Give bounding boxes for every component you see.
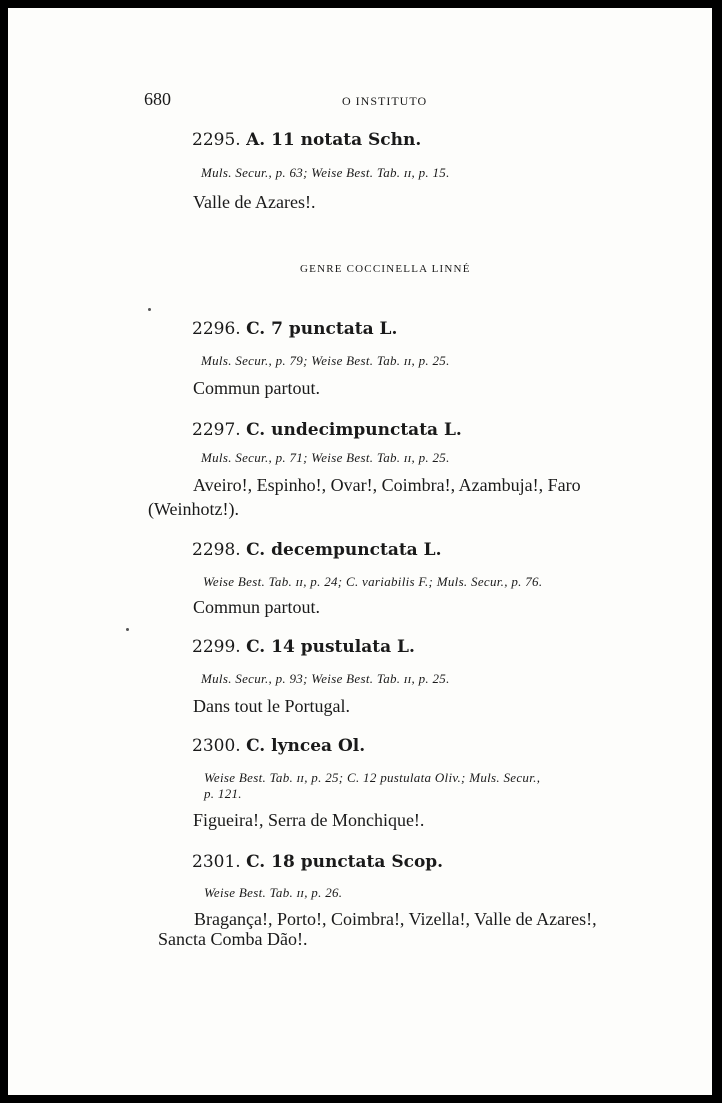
entry-title bbox=[192, 420, 462, 440]
book-page bbox=[8, 8, 712, 1095]
entry-species-name: C. 18 punctata Scop. bbox=[246, 852, 444, 872]
entry-title bbox=[192, 540, 442, 560]
entry-number: 2295. bbox=[192, 130, 241, 150]
entry-references: Muls. Secur., p. 71; Weise Best. Tab. ɪɪ, p. 25. bbox=[201, 450, 450, 465]
page-number: 680 bbox=[144, 89, 171, 109]
entry-locality: Commun partout. bbox=[193, 378, 320, 398]
entry-locality-line: (Weinhotz!). bbox=[148, 499, 240, 519]
entry-species-name: C. decempunctata L. bbox=[246, 540, 442, 560]
entry-title bbox=[192, 319, 397, 339]
entry-references-line: p. 121. bbox=[204, 786, 242, 801]
entry-references: Weise Best. Tab. ɪɪ, p. 24; C. variabilis F.; Muls. Secur., p. 76. bbox=[203, 574, 543, 589]
entry-species-name: C. 14 pustulata L. bbox=[246, 637, 415, 657]
entry-number: 2298. bbox=[192, 540, 241, 560]
entry-references: Weise Best. Tab. ɪɪ, p. 26. bbox=[204, 885, 343, 900]
entry-number: 2299. bbox=[192, 637, 241, 657]
entry-locality-line: Sancta Comba Dão!. bbox=[158, 929, 308, 949]
entry-title bbox=[192, 130, 421, 150]
entry-title bbox=[192, 736, 365, 756]
entry-species-name: A. 11 notata Schn. bbox=[246, 130, 422, 150]
running-title: O INSTITUTO bbox=[342, 94, 428, 108]
entry-references: Muls. Secur., p. 79; Weise Best. Tab. ɪɪ, p. 25. bbox=[201, 353, 450, 368]
entry-references-line: Weise Best. Tab. ɪɪ, p. 25; C. 12 pustulata Oliv.; Muls. Secur., bbox=[204, 770, 541, 785]
scan-speck bbox=[126, 628, 129, 631]
entry-species-name: C. lyncea Ol. bbox=[246, 736, 366, 756]
entry-locality: Commun partout. bbox=[193, 597, 320, 617]
entry-locality-line: Aveiro!, Espinho!, Ovar!, Coimbra!, Azambuja!, Faro bbox=[193, 475, 581, 495]
entry-species-name: C. undecimpunctata L. bbox=[246, 420, 462, 440]
entry-references: Muls. Secur., p. 93; Weise Best. Tab. ɪɪ, p. 25. bbox=[201, 671, 450, 686]
entry-locality-line: Bragança!, Porto!, Coimbra!, Vizella!, Valle de Azares!, bbox=[194, 909, 597, 929]
scan-speck bbox=[148, 308, 151, 311]
entry-species-name: C. 7 punctata L. bbox=[246, 319, 398, 339]
entry-title bbox=[192, 852, 443, 872]
entry-locality: Figueira!, Serra de Monchique!. bbox=[193, 810, 425, 830]
entry-number: 2296. bbox=[192, 319, 241, 339]
entry-locality: Dans tout le Portugal. bbox=[193, 696, 350, 716]
entry-title bbox=[192, 637, 415, 657]
genre-heading: GENRE COCCINELLA LINNÉ bbox=[300, 263, 471, 275]
entry-number: 2300. bbox=[192, 736, 241, 756]
entry-references: Muls. Secur., p. 63; Weise Best. Tab. ɪɪ, p. 15. bbox=[201, 165, 450, 180]
entry-number: 2301. bbox=[192, 852, 241, 872]
entry-number: 2297. bbox=[192, 420, 241, 440]
entry-locality: Valle de Azares!. bbox=[193, 192, 316, 212]
